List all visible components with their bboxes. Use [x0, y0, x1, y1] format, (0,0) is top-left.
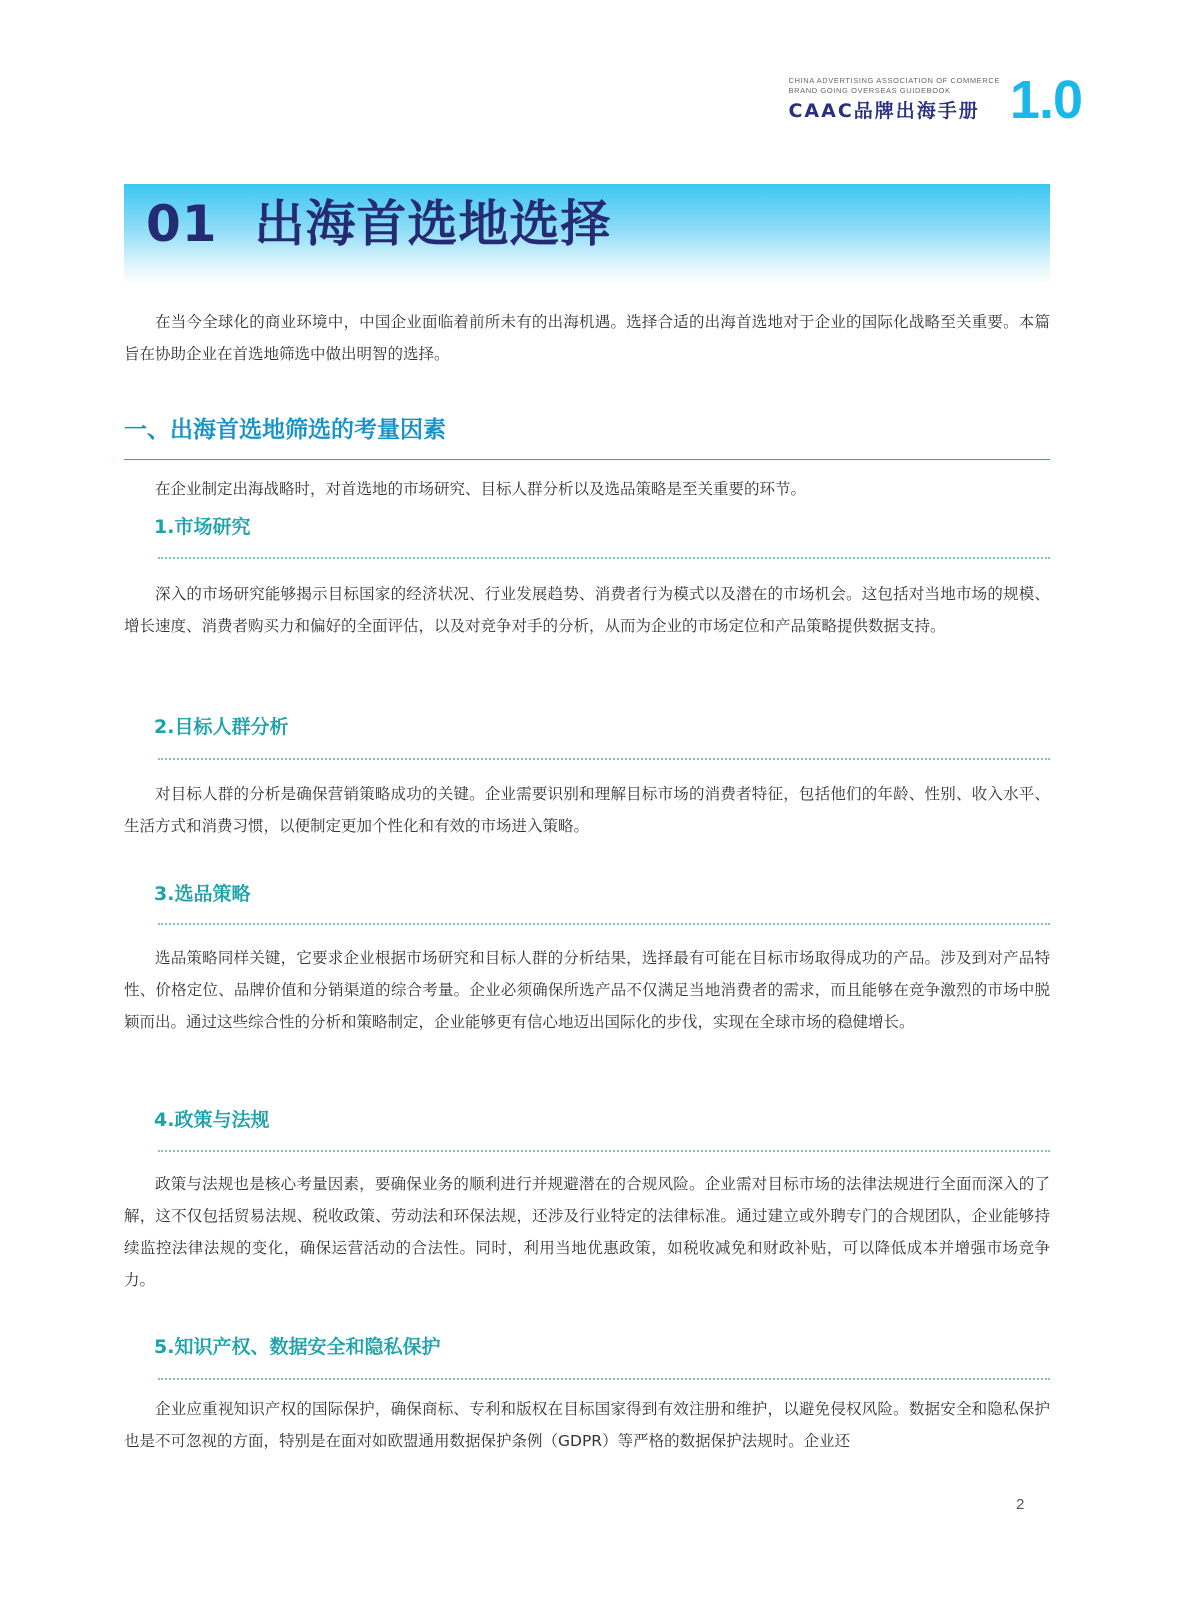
section-title: 一、出海首选地筛选的考量因素	[124, 417, 446, 443]
subsection-title: 5.知识产权、数据安全和隐私保护	[154, 1336, 441, 1358]
brand-subtitle-line1: CHINA ADVERTISING ASSOCIATION OF COMMERCE	[788, 76, 1000, 85]
subsection-body: 对目标人群的分析是确保营销策略成功的关键。企业需要识别和理解目标市场的消费者特征，包括他们的年龄、性别、收入水平、生活方式和消费习惯，以便制定更加个性化和有效的市场进入策略。	[124, 785, 1050, 835]
brand-title: CAAC品牌出海手册	[788, 100, 980, 122]
chapter-banner	[124, 184, 1050, 284]
subsection-title: 2.目标人群分析	[154, 716, 289, 738]
subsection-title: 4.政策与法规	[154, 1109, 270, 1131]
dotted-divider	[158, 1378, 1050, 1380]
intro-paragraph: 在当今全球化的商业环境中，中国企业面临着前所未有的出海机遇。选择合适的出海首选地对于企业的国际化战略至关重要。本篇旨在协助企业在首选地筛选中做出明智的选择。	[124, 313, 1050, 363]
chapter-title: 01 出海首选地选择	[146, 195, 612, 253]
page-number: 2	[1016, 1496, 1025, 1513]
brand-text	[788, 76, 999, 123]
subsection-title: 3.选品策略	[154, 883, 251, 905]
brand-subtitle-line2: BRAND GOING OVERSEAS GUIDEBOOK	[788, 86, 951, 95]
subsection-body: 政策与法规也是核心考量因素，要确保业务的顺利进行并规避潜在的合规风险。企业需对目标市场的法律法规进行全面而深入的了解，这不仅包括贸易法规、税收政策、劳动法和环保法规，还涉及行业特定的法律标准。通过建立或外聘专门的合规团队，企业能够持续监控法律法规的变化，确保运营活动的合法性。同时，利用当地优惠政策，如税收减免和财政补贴，可以降低成本并增强市场竞争力。	[124, 1175, 1050, 1289]
dotted-divider	[158, 758, 1050, 760]
subsection-body: 选品策略同样关键，它要求企业根据市场研究和目标人群的分析结果，选择最有可能在目标市场取得成功的产品。涉及到对产品特性、价格定位、品牌价值和分销渠道的综合考量。企业必须确保所选产品不仅满足当地消费者的需求，而且能够在竞争激烈的市场中脱颖而出。通过这些综合性的分析和策略制定，企业能够更有信心地迈出国际化的步伐，实现在全球市场的稳健增长。	[124, 949, 1050, 1031]
section-lead: 在企业制定出海战略时，对首选地的市场研究、目标人群分析以及选品策略是至关重要的环节。	[155, 480, 807, 498]
dotted-divider	[158, 557, 1050, 559]
brand-version: 1.0	[1009, 70, 1082, 130]
brand-header	[788, 70, 1082, 130]
subsection-title: 1.市场研究	[154, 516, 251, 538]
section-divider	[124, 459, 1050, 460]
dotted-divider	[158, 923, 1050, 925]
subsection-body: 企业应重视知识产权的国际保护，确保商标、专利和版权在目标国家得到有效注册和维护，以避免侵权风险。数据安全和隐私保护也是不可忽视的方面，特别是在面对如欧盟通用数据保护条例（GDPR）等严格的数据保护法规时。企业还	[124, 1400, 1050, 1450]
subsection-body: 深入的市场研究能够揭示目标国家的经济状况、行业发展趋势、消费者行为模式以及潜在的市场机会。这包括对当地市场的规模、增长速度、消费者购买力和偏好的全面评估，以及对竞争对手的分析，从而为企业的市场定位和产品策略提供数据支持。	[124, 585, 1050, 635]
dotted-divider	[158, 1150, 1050, 1152]
